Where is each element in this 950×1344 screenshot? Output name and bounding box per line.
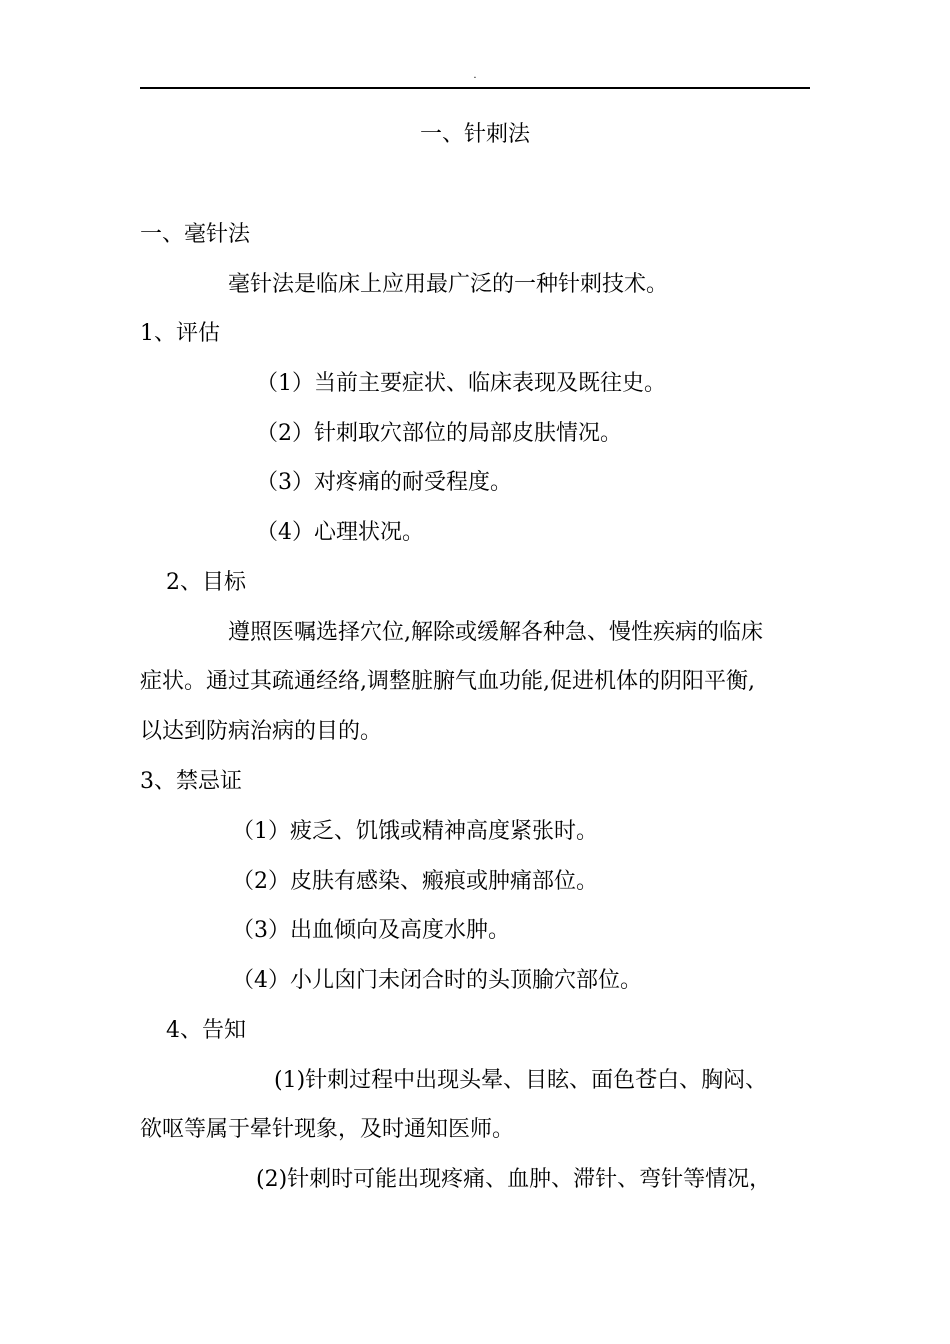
assessment-item: （2）针刺取穴部位的局部皮肤情况。	[256, 421, 622, 446]
document-title: 一、针刺法	[419, 122, 530, 147]
goal-paragraph-line: 遵照医嘱选择穴位,解除或缓解各种急、慢性疾病的临床	[228, 620, 763, 645]
contraindication-item: （2）皮肤有感染、瘢痕或肿痛部位。	[232, 869, 598, 894]
assessment-item: （1）当前主要症状、临床表现及既往史。	[256, 371, 666, 396]
section-heading-filiform-needle: 一、毫针法	[140, 222, 251, 247]
notice-heading: 4、告知	[166, 1018, 246, 1043]
contraindication-item: （3）出血倾向及高度水肿。	[232, 918, 510, 943]
assessment-item: （3）对疼痛的耐受程度。	[256, 470, 512, 495]
assessment-heading: 1、评估	[140, 321, 220, 346]
contraindication-item: （1）疲乏、饥饿或精神高度紧张时。	[232, 819, 598, 844]
header-mark: .	[473, 70, 477, 81]
notice-item-line: (1)针刺过程中出现头晕、目眩、面色苍白、胸闷、	[274, 1068, 768, 1093]
goal-heading: 2、目标	[166, 570, 246, 595]
contraindication-item: （4）小儿囟门未闭合时的头顶腧穴部位。	[232, 968, 642, 993]
header-rule	[140, 87, 810, 89]
notice-item-line: 欲呕等属于晕针现象，及时通知医师。	[140, 1117, 515, 1142]
goal-paragraph-line: 症状。通过其疏通经络,调整脏腑气血功能,促进机体的阴阳平衡,	[140, 669, 755, 694]
assessment-item: （4）心理状况。	[256, 520, 424, 545]
goal-paragraph-line: 以达到防病治病的目的。	[140, 719, 383, 744]
contraindications-heading: 3、禁忌证	[140, 769, 242, 794]
notice-item-line: (2)针刺时可能出现疼痛、血肿、滞针、弯针等情况，	[256, 1167, 772, 1192]
intro-paragraph: 毫针法是临床上应用最广泛的一种针刺技术。	[228, 272, 669, 297]
